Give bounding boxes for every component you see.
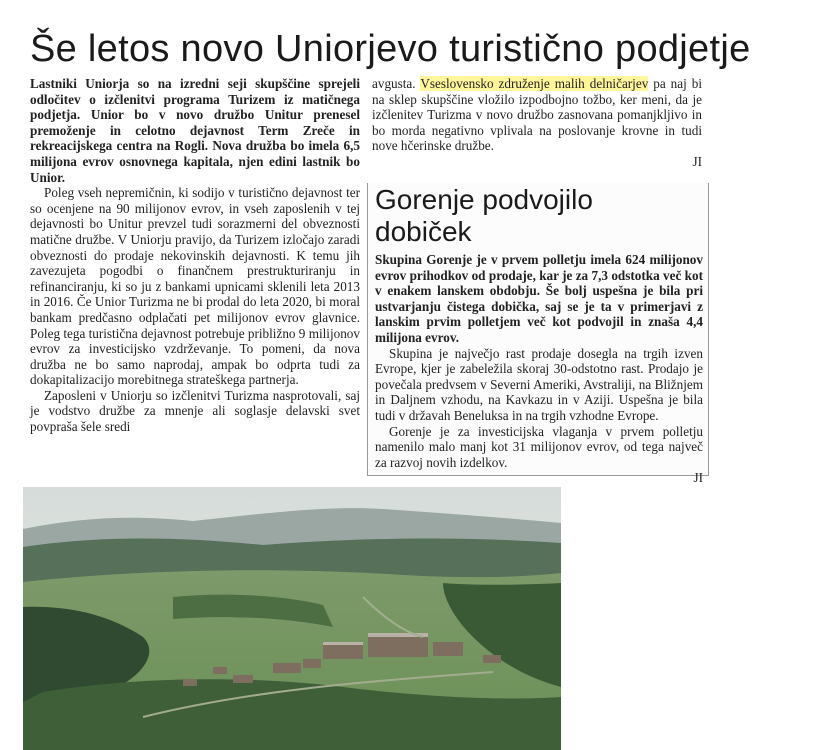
sidebar-article-text [375, 252, 703, 486]
article-right-column [372, 76, 702, 170]
article-lead: Lastniki Uniorja so na izredni seji skupščine sprejeli odločitev o izčlenitvi programa Turizem iz matičnega podjetja. Unior bo v novo družbo Unitur prenesel premoženje in celotno dejavnost Term Zreče in rekreacijskega centra na Rogli. Nova družba bo imela 6,5 milijona evrov osnovnega kapitala, njen edini lastnik bo Unior. [30, 76, 360, 185]
highlighted-text: Vseslovensko združenje malih delničarjev [420, 76, 649, 91]
author-signature: JI [692, 153, 702, 169]
continued-text: pa naj bi na sklep skupščine vložilo izpodbojno tožbo, ker meni, da je izčlenitev Turizma v novo družbo zasnovana pomanjkljivo in bo morda negativno vplivala na poslovanje krovne in tudi nove hčerinske družbe. [372, 76, 703, 154]
article-left-column [30, 76, 360, 435]
sidebar-lead: Skupina Gorenje je v prvem polletju imela 624 milijonov evrov prihodkov od prodaje, kar je za 7,3 odstotka več kot v enakem lanskem obdobju. Še bolj uspešna je bila pri ustvarjanju čistega dobička, saj se je ta v primerjavi z lanskim prvim polletjem več kot podvojil in znaša 4,4 milijona evrov. [375, 252, 703, 345]
sidebar-paragraph: Skupina je največjo rast prodaje dosegla na trgih izven Evrope, kjer je zabeležila skoraj 30-odstotno rast. Prodajo je povečala predvsem v Severni Ameriki, Avstraliji, na Bližnjem in Daljnem vzhodu, na Kavkazu in v Aziji. Uspešna je bila tudi v državah Beneluksa in na trgih vzhodne Evrope. [375, 345, 703, 423]
resort-aerial-photo [23, 487, 561, 750]
sidebar-paragraph: Gorenje je za investicijska vlaganja v prvem polletju namenilo malo manj kot 31 milijonov evrov, od tega največ za razvoj novih izdelkov. [375, 423, 703, 470]
sidebar-signature: JI [693, 470, 703, 486]
article-paragraph: Zaposleni v Uniorju so izčlenitvi Turizma nasprotovali, saj je vodstvo družbe za mnenje ali soglasje delavski svet povpraša šele sredi [30, 387, 360, 435]
article-paragraph-continued [372, 76, 702, 154]
article-headline: Še letos novo Uniorjevo turistično podjetje [30, 28, 751, 70]
landscape-illustration [23, 487, 561, 750]
article-paragraph: Poleg vseh nepremičnin, ki sodijo v turistično dejavnost ter so ocenjene na 90 milijonov evrov, in vseh zaposlenih v tej dejavnosti bo Unitur prevzel tudi sorazmerni del obveznosti matične družbe. V Uniorju pravijo, da Turizem izločajo zaradi obveznosti do prodaje nekovinskih dejavnosti. K temu jih zavezujeta pogodbi o finančnem prestrukturiranju in refinanciranju, ki so ju z bankami upnicami sklenili leta 2013 in 2016. Če Unior Turizma ne bi prodal do leta 2020, bi moral bankam predčasno odplačati pet milijonov evrov glavnice. Poleg tega turistična dejavnost potrebuje približno 9 milijonov evrov za investicijsko vzdrževanje. To pomeni, da nova družba ne bo samo naprodaj, ampak bo odprta tudi za dokapitalizacijo morebitnega strateškega partnerja. [30, 185, 360, 388]
sidebar-headline: Gorenje podvojilo dobiček [375, 184, 593, 247]
continued-text: avgusta. [372, 76, 416, 91]
